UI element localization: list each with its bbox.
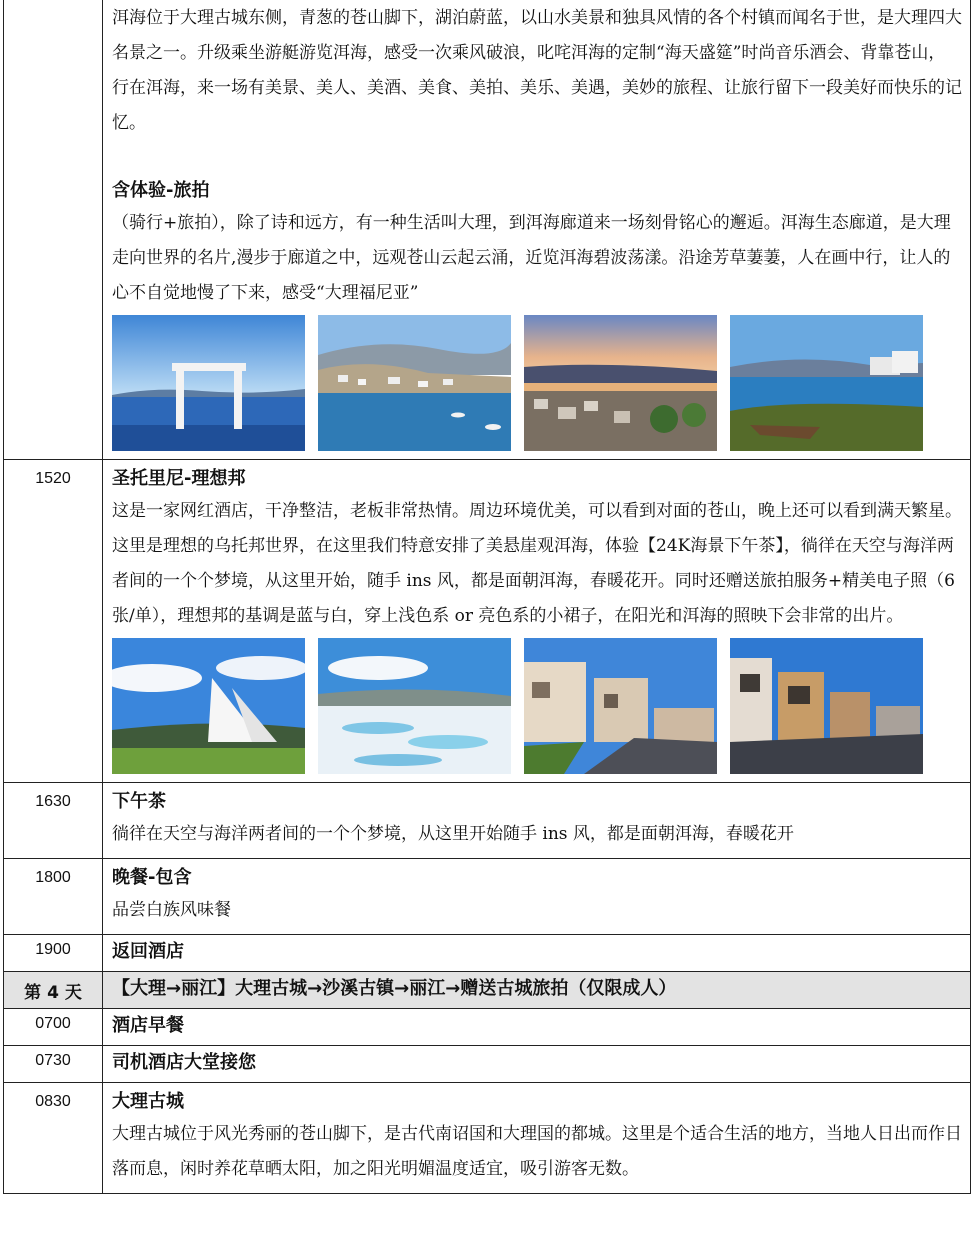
erhai-photo-row	[112, 315, 962, 451]
photo-modern-buildings	[524, 638, 717, 774]
experience-title: 含体验-旅拍	[112, 180, 210, 201]
time-cell: 0830	[4, 1083, 103, 1194]
photo-white-terraces	[318, 638, 511, 774]
photo-lakeside-village	[318, 315, 511, 451]
content-cell	[103, 1083, 971, 1194]
activity-description: 徜徉在天空与海洋两者间的一个个梦境，从这里开始随手 ins 风，都是面朝洱海，春暖花开	[112, 824, 794, 844]
itinerary-row	[4, 859, 971, 935]
activity-title: 晚餐-包含	[112, 867, 192, 888]
time-cell: 1900	[4, 935, 103, 972]
experience-description: （骑行+旅拍），除了诗和远方，有一种生活叫大理，到洱海廊道来一场刻骨铭心的邂逅。洱海生态廊道，是大理走向世界的名片,漫步于廊道之中，远观苍山云起云涌，近览洱海碧波荡漾。沿途芳草萋萋，人在画中行，让人的心不自觉地慢了下来，感受“大理福尼亚”	[112, 213, 951, 303]
content-cell	[103, 935, 971, 972]
photo-sky-frame	[112, 315, 305, 451]
activity-description: 大理古城位于风光秀丽的苍山脚下，是古代南诏国和大理国的都城。这里是个适合生活的地方，当地人日出而作日落而息，闲时养花草晒太阳，加之阳光明媚温度适宜，吸引游客无数。	[112, 1124, 962, 1179]
time-cell: 0700	[4, 1009, 103, 1046]
time-cell: 1630	[4, 783, 103, 859]
time-cell	[4, 0, 103, 460]
photo-lake-boat	[730, 315, 923, 451]
day-title: 【大理→丽江】大理古城→沙溪古镇→丽江→赠送古城旅拍（仅限成人）	[112, 978, 677, 999]
photo-sunset-town	[524, 315, 717, 451]
activity-title: 酒店早餐	[112, 1015, 184, 1036]
activity-description: 品尝白族风味餐	[112, 900, 231, 920]
activity-title: 返回酒店	[112, 941, 184, 962]
content-cell	[103, 0, 971, 460]
itinerary-row	[4, 1046, 971, 1083]
activity-title: 司机酒店大堂接您	[112, 1052, 256, 1073]
day-title-cell	[103, 972, 971, 1009]
content-cell	[103, 1046, 971, 1083]
itinerary-row	[4, 1009, 971, 1046]
activity-title: 圣托里尼-理想邦	[112, 468, 246, 489]
photo-villa-street	[730, 638, 923, 774]
content-cell	[103, 783, 971, 859]
content-cell	[103, 1009, 971, 1046]
itinerary-table	[3, 0, 971, 1194]
day-label: 第 4 天	[4, 972, 103, 1009]
content-cell	[103, 859, 971, 935]
erhai-description: 洱海位于大理古城东侧，青葱的苍山脚下，湖泊蔚蓝，以山水美景和独具风情的各个村镇而闻名于世，是大理四大名景之一。升级乘坐游艇游览洱海，感受一次乘风破浪，叱咤洱海的定制“海天盛筵”时尚音乐酒会、背靠苍山，行在洱海，来一场有美景、美人、美酒、美食、美拍、美乐、美遇，美妙的旅程、让旅行留下一段美好而快乐的记忆。	[112, 8, 962, 133]
ideal-state-photo-row	[112, 638, 962, 774]
itinerary-row	[4, 460, 971, 783]
time-cell: 0730	[4, 1046, 103, 1083]
time-cell: 1800	[4, 859, 103, 935]
day-header-row	[4, 972, 971, 1009]
time-cell: 1520	[4, 460, 103, 783]
activity-title: 大理古城	[112, 1091, 184, 1112]
itinerary-row	[4, 935, 971, 972]
itinerary-row-erhai	[4, 0, 971, 460]
photo-white-sculpture	[112, 638, 305, 774]
content-cell	[103, 460, 971, 783]
activity-description: 这是一家网红酒店，干净整洁，老板非常热情。周边环境优美，可以看到对面的苍山，晚上还可以看到满天繁星。这里是理想的乌托邦世界，在这里我们特意安排了美悬崖观洱海，体验【24K海景下午茶】，徜徉在天空与海洋两者间的一个个梦境，从这里开始，随手 ins 风，都是面朝洱海，春暖花开。同时还赠送旅拍服务+精美电子照（6 张/单），理想邦的基调是蓝与白，穿上浅色系 or 亮色系的小裙子，在阳光和洱海的照映下会非常的出片。	[112, 501, 962, 626]
itinerary-row	[4, 1083, 971, 1194]
activity-title: 下午茶	[112, 791, 166, 812]
itinerary-row	[4, 783, 971, 859]
